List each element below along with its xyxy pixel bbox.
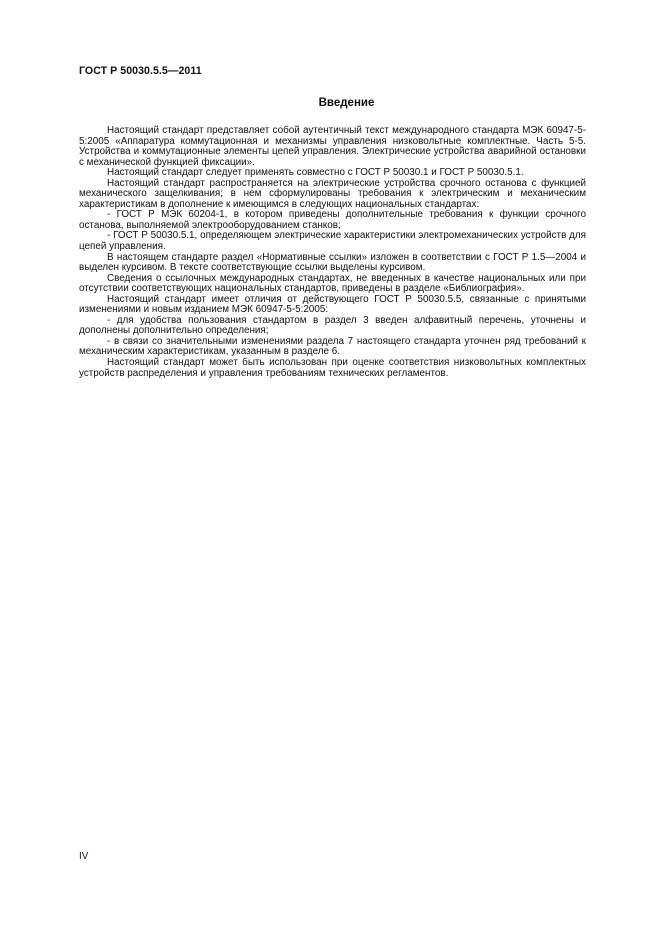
list-item: - ГОСТ Р 50030.5.1, определяющем электрические характеристики электромеханических устройств для цепей управления. (79, 230, 586, 253)
list-item: - для удобства пользования стандартом в раздел 3 введен алфавитный перечень, уточнены и дополнены дополнительно определения; (79, 314, 586, 337)
paragraph: Настоящий стандарт следует применять совместно с ГОСТ Р 50030.1 и ГОСТ Р 50030.5.1. (107, 167, 524, 179)
document-number: ГОСТ Р 50030.5.5—2011 (79, 65, 202, 77)
paragraph: Сведения о ссылочных международных стандартах, не введенных в качестве национальных или при отсутствии соответствующих национальных стандартов, приведены в разделе «Библиография». (79, 272, 586, 295)
list-item: - в связи со значительными изменениями раздела 7 настоящего стандарта уточнен ряд требований к механическим характеристикам, указанным в разделе 6. (79, 335, 586, 358)
introduction-body (79, 126, 586, 379)
paragraph: В настоящем стандарте раздел «Нормативные ссылки» изложен в соответствии с ГОСТ Р 1.5—2004 и выделен курсивом. В тексте соответствующие ссылки выделены курсивом. (79, 251, 586, 274)
paragraph: Настоящий стандарт представляет собой аутентичный текст международного стандарта МЭК 60947-5-5:2005 «Аппаратура коммутационная и механизмы управления низковольтные комплектные. Часть 5-5. Устройства и коммутационные элементы цепей управления. Электрические устройства аварийной остановки с механической функцией фиксации». (79, 125, 586, 168)
list-item: - ГОСТ Р МЭК 60204-1, в котором приведены дополнительные требования к функции срочного останова, выполняемой электрооборудованием станков; (79, 209, 586, 231)
section-title: Введение (318, 97, 375, 109)
paragraph: Настоящий стандарт распространяется на электрические устройства срочного останова с функцией механического защелкивания; в нем сформулированы требования к электрическим и механическим характеристикам в дополнение к имеющимся в следующих национальных стандартах: (79, 177, 586, 210)
paragraph: Настоящий стандарт имеет отличия от действующего ГОСТ Р 50030.5.5, связанные с принятыми изменениями и новым изданием МЭК 60947-5-5:2005: (79, 293, 586, 316)
page-number: IV (79, 851, 89, 862)
paragraph: Настоящий стандарт может быть использован при оценке соответствия низковольтных комплектных устройств распределения и управления требованиям технических регламентов. (79, 357, 586, 379)
